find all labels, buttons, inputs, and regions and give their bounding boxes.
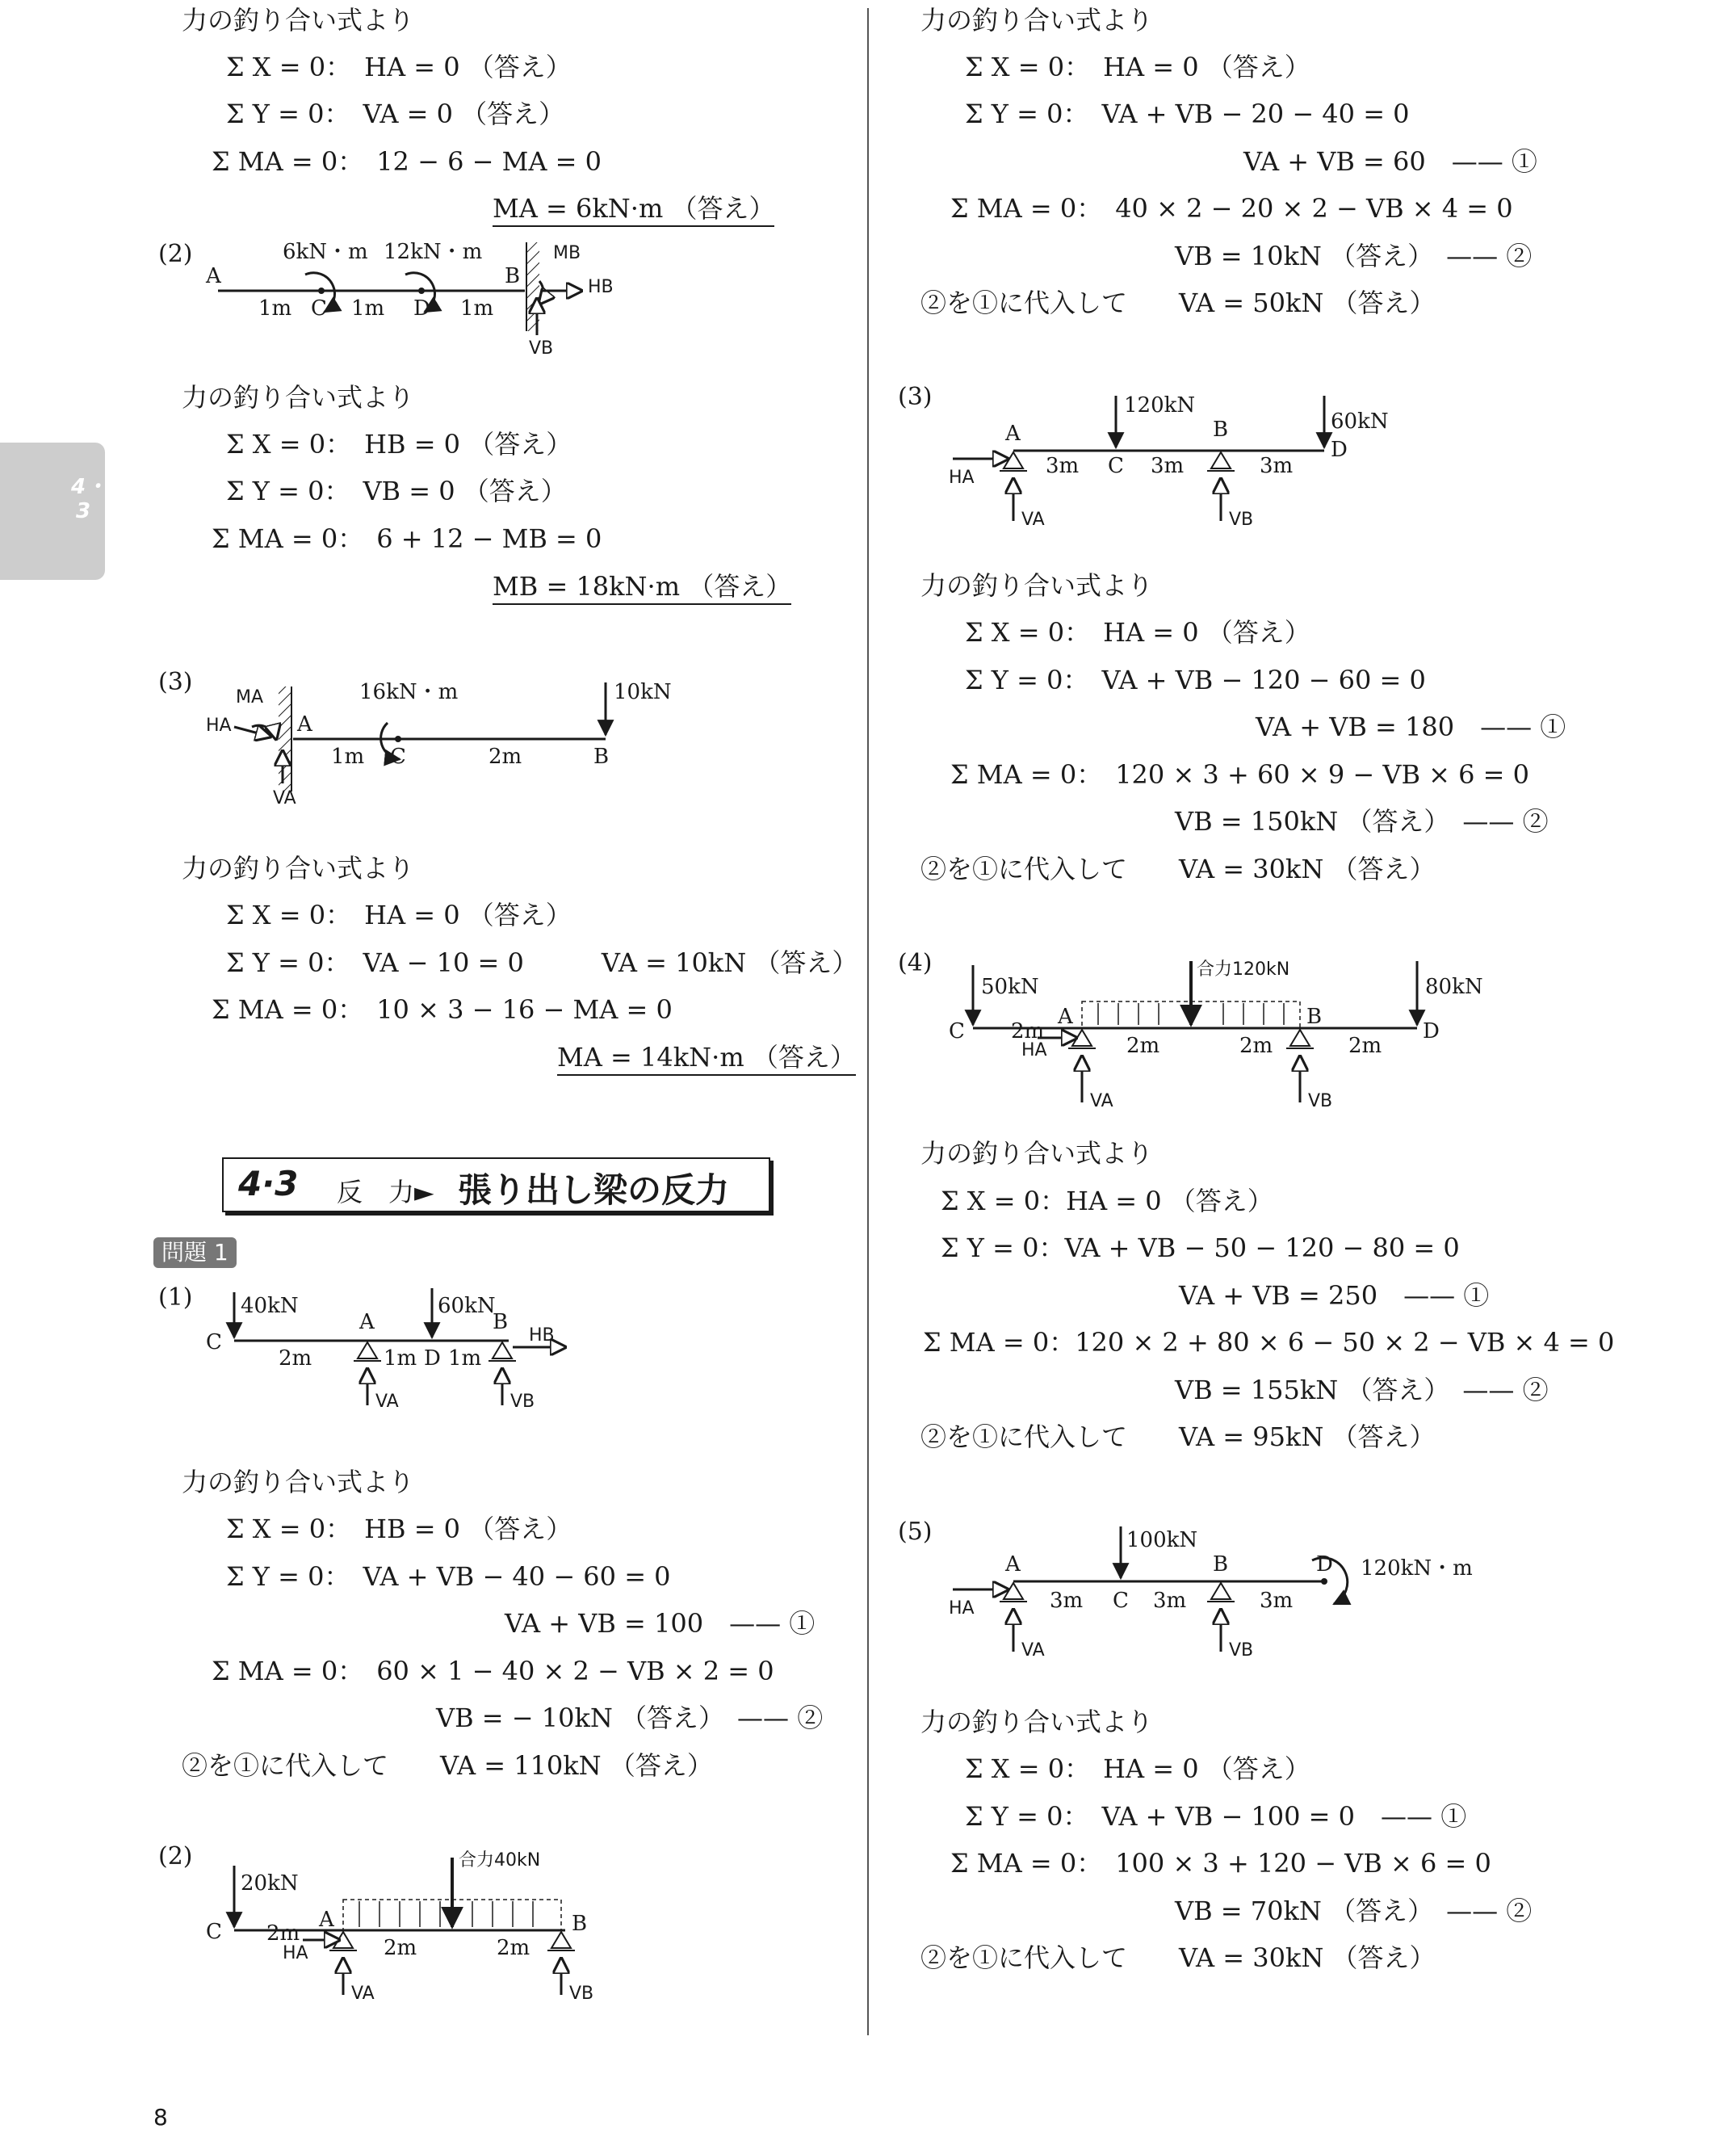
text-line: Σ Y = 0： VB = 0 （答え） <box>226 476 567 506</box>
span-label: 1m <box>460 296 494 321</box>
problem-badge: 問題 1 <box>153 1237 237 1268</box>
node-label: B <box>593 745 610 769</box>
text-line: Σ X = 0： HA = 0 （答え） <box>965 1753 1310 1784</box>
span-label: 1m <box>331 745 365 769</box>
reaction-label: VB <box>1229 510 1254 530</box>
load-label: 50kN <box>981 975 1039 999</box>
text-line: VB = − 10kN （答え） —— ② <box>436 1703 824 1733</box>
text-line: Σ MA = 0： 10 × 3 − 16 − MA = 0 <box>212 994 673 1025</box>
reaction-label: HB <box>529 1325 555 1346</box>
span-label: 3m <box>1260 1589 1294 1613</box>
sub-label: (2) <box>158 240 193 268</box>
text-line: VB = 10kN （答え） —— ② <box>1175 241 1533 271</box>
span-label: 2m <box>1239 1034 1273 1058</box>
sub-label: (1) <box>158 1283 193 1312</box>
text-line: VB = 150kN （答え） —— ② <box>1175 806 1549 837</box>
text-line: Σ MA = 0： 6 + 12 − MB = 0 <box>212 523 602 554</box>
load-label: 60kN <box>1331 409 1389 434</box>
section-title: 張り出し梁の反力 <box>458 1170 730 1210</box>
sub-label: (3) <box>158 668 193 696</box>
text-line: Σ X = 0： HB = 0 （答え） <box>226 1514 572 1544</box>
text-line: VA + VB = 180 —— ① <box>1256 712 1566 742</box>
span-label: 2m <box>489 745 522 769</box>
node-label: D <box>1316 1552 1333 1577</box>
text-line: ②を①に代入して VA = 50kN （答え） <box>920 288 1436 318</box>
text-line: Σ X = 0：HA = 0 （答え） <box>941 1186 1273 1216</box>
node-label: D <box>1423 1019 1440 1043</box>
text-line: Σ MA = 0： 40 × 2 − 20 × 2 − VB × 4 = 0 <box>950 193 1513 224</box>
load-label: 合力120kN <box>1197 959 1290 980</box>
answer-line: MA = 14kN·m （答え） <box>557 1041 856 1076</box>
span-label: 3m <box>1050 1589 1084 1613</box>
node-label: C <box>390 745 406 769</box>
beam-diagram-cantilever-fixed-left <box>202 678 686 808</box>
reaction-label: VA <box>375 1392 399 1412</box>
answer-line: MB = 18kN·m （答え） <box>493 570 791 605</box>
node-label: A <box>1005 1552 1021 1577</box>
span-label: 3m <box>1046 454 1080 478</box>
span-label: 2m <box>266 1921 300 1946</box>
node-label: A <box>319 1908 334 1932</box>
text-line: 力の釣り合い式より <box>182 853 415 884</box>
reaction-label: HA <box>1021 1040 1047 1060</box>
side-tab-label: 4・3 <box>71 475 107 523</box>
page-number: 8 <box>153 2104 168 2131</box>
text-line: Σ MA = 0： 12 − 6 − MA = 0 <box>212 146 602 177</box>
span-label: 1m <box>258 296 292 321</box>
text-line: Σ Y = 0： VA = 0 （答え） <box>226 99 565 129</box>
text-line: Σ Y = 0： VA − 10 = 0 VA = 10kN （答え） <box>226 947 858 978</box>
reaction-label: VA <box>1090 1091 1113 1111</box>
reaction-label: HA <box>949 1598 975 1619</box>
text-line: VA + VB = 60 —— ① <box>1243 146 1537 177</box>
text-line: 力の釣り合い式より <box>182 1467 415 1497</box>
text-line: ②を①に代入して VA = 110kN （答え） <box>182 1750 713 1781</box>
text-line: Σ Y = 0： VA + VB − 20 − 40 = 0 <box>965 99 1410 129</box>
text-line: 力の釣り合い式より <box>920 5 1154 36</box>
reaction-label: HA <box>949 468 975 488</box>
load-label: 20kN <box>241 1871 299 1896</box>
text-line: 力の釣り合い式より <box>920 570 1154 601</box>
reaction-label: MA <box>236 687 264 708</box>
reaction-label: VA <box>351 1984 375 2004</box>
sub-label: (3) <box>898 383 933 411</box>
node-label: C <box>311 296 327 321</box>
text-line: Σ Y = 0：VA + VB − 50 − 120 − 80 = 0 <box>941 1232 1460 1263</box>
reaction-label: HA <box>206 716 232 736</box>
span-label: 3m <box>1151 454 1185 478</box>
text-line: ②を①に代入して VA = 95kN （答え） <box>920 1421 1436 1452</box>
node-label: C <box>206 1920 222 1944</box>
node-label: C <box>1113 1589 1129 1613</box>
text-line: Σ X = 0： HA = 0 （答え） <box>226 52 572 82</box>
section-number: 4·3 <box>238 1164 299 1203</box>
node-label: B <box>505 264 521 288</box>
text-line: Σ Y = 0： VA + VB − 120 − 60 = 0 <box>965 665 1426 695</box>
node-label: A <box>206 264 221 288</box>
load-label: 60kN <box>438 1294 496 1318</box>
section-heading <box>222 1157 770 1212</box>
text-line: VB = 155kN （答え） —— ② <box>1175 1375 1549 1405</box>
span-label: 3m <box>1260 454 1294 478</box>
node-label: A <box>359 1310 375 1334</box>
node-label: A <box>1005 422 1021 446</box>
node-label: B <box>1306 1005 1323 1029</box>
beam-diagram-moment-fixed-right <box>202 234 622 363</box>
node-label: C <box>206 1330 222 1354</box>
load-label: 80kN <box>1425 975 1483 999</box>
reaction-label: VA <box>1021 510 1045 530</box>
reaction-label: VA <box>273 788 296 808</box>
text-line: 力の釣り合い式より <box>182 382 415 413</box>
span-label: 2m <box>1126 1034 1160 1058</box>
load-label: 40kN <box>241 1294 299 1318</box>
text-line: ②を①に代入して VA = 30kN （答え） <box>920 1942 1436 1973</box>
text-line: Σ X = 0： HA = 0 （答え） <box>965 52 1310 82</box>
span-label: 2m <box>1348 1034 1382 1058</box>
text-line: ②を①に代入して VA = 30kN （答え） <box>920 854 1436 884</box>
chapter-side-tab <box>0 443 105 580</box>
sub-label: (5) <box>898 1518 933 1546</box>
beam-diagram-overhang-2 <box>202 1850 638 2003</box>
reaction-label: VB <box>1308 1091 1333 1111</box>
span-label: 2m <box>497 1936 530 1960</box>
node-label: A <box>1058 1005 1073 1029</box>
span-label: 1m <box>448 1346 482 1371</box>
node-label: B <box>1213 1552 1229 1577</box>
node-label: B <box>1213 418 1229 442</box>
column-divider <box>867 8 869 2035</box>
text-line: 力の釣り合い式より <box>182 5 415 36</box>
beam-diagram-overhang-4 <box>945 957 1494 1111</box>
text-line: Σ MA = 0： 60 × 1 − 40 × 2 − VB × 2 = 0 <box>212 1656 774 1686</box>
text-line: Σ Y = 0： VA + VB − 100 = 0 —— ① <box>965 1801 1467 1832</box>
moment-label: 16kN・m <box>359 680 459 704</box>
node-label: C <box>1108 454 1124 478</box>
span-label: 2m <box>1011 1019 1045 1043</box>
text-line: Σ X = 0： HA = 0 （答え） <box>226 900 572 930</box>
span-label: 2m <box>279 1346 312 1371</box>
node-label: B <box>572 1912 588 1936</box>
reaction-label: HB <box>588 277 614 297</box>
load-label: 10kN <box>614 680 672 704</box>
answer-line: MA = 6kN·m （答え） <box>493 192 774 227</box>
moment-label: 12kN・m <box>384 240 483 264</box>
load-label: 100kN <box>1126 1528 1198 1552</box>
text-line: Σ Y = 0： VA + VB − 40 − 60 = 0 <box>226 1561 671 1592</box>
text-line: VA + VB = 250 —— ① <box>1179 1280 1490 1311</box>
text-line: Σ MA = 0： 120 × 3 + 60 × 9 − VB × 6 = 0 <box>950 759 1529 790</box>
text-line: VA + VB = 100 —— ① <box>505 1608 816 1639</box>
span-label: 3m <box>1153 1589 1187 1613</box>
text-line: VB = 70kN （答え） —— ② <box>1175 1896 1533 1926</box>
sub-label: (2) <box>158 1842 193 1871</box>
node-label: D <box>1331 438 1348 462</box>
beam-diagram-overhang-3 <box>945 393 1397 533</box>
moment-label: 6kN・m <box>283 240 368 264</box>
reaction-label: VB <box>1229 1640 1254 1661</box>
moment-label: 120kN・m <box>1361 1556 1473 1581</box>
reaction-label: VB <box>529 338 554 359</box>
span-label: 2m <box>384 1936 417 1960</box>
span-label: 1m <box>351 296 385 321</box>
node-label: A <box>297 712 312 737</box>
text-line: Σ X = 0： HA = 0 （答え） <box>965 617 1310 648</box>
text-line: 力の釣り合い式より <box>920 1707 1154 1737</box>
node-label: D <box>424 1346 441 1371</box>
load-label: 合力40kN <box>459 1850 541 1871</box>
text-line: Σ MA = 0： 100 × 3 + 120 − VB × 6 = 0 <box>950 1848 1491 1879</box>
reaction-label: VB <box>510 1392 535 1412</box>
reaction-label: MB <box>553 243 581 263</box>
beam-diagram-overhang-5 <box>945 1526 1473 1664</box>
node-label: C <box>949 1019 965 1043</box>
load-label: 120kN <box>1124 393 1196 418</box>
node-label: D <box>413 296 430 321</box>
node-label: B <box>493 1310 509 1334</box>
reaction-label: HA <box>283 1943 308 1963</box>
reaction-label: VB <box>569 1984 594 2004</box>
section-subtitle: 反 力► <box>337 1177 434 1207</box>
text-line: Σ MA = 0：120 × 2 + 80 × 6 − 50 × 2 − VB × 4 = 0 <box>923 1327 1615 1358</box>
text-line: Σ X = 0： HB = 0 （答え） <box>226 429 572 460</box>
beam-diagram-overhang-1 <box>202 1284 589 1421</box>
reaction-label: VA <box>1021 1640 1045 1661</box>
text-line: 力の釣り合い式より <box>920 1138 1154 1169</box>
span-label: 1m <box>384 1346 417 1371</box>
sub-label: (4) <box>898 949 933 977</box>
